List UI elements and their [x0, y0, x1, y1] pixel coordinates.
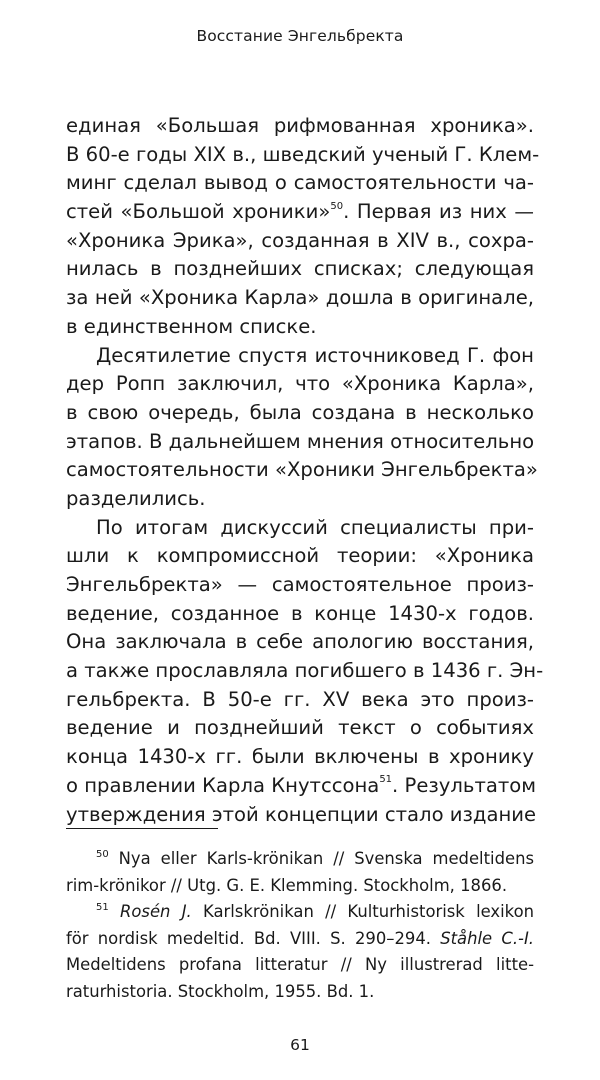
text-line: В 60-е годы XIX в., шведский ученый Г. Клем- — [66, 142, 540, 166]
text-line: утверждения этой концепции стало издание — [66, 802, 537, 826]
text-line: дер Ропп заключил, что «Хроника Карла», — [66, 372, 534, 396]
text-line: в единственном списке. — [66, 314, 317, 338]
footnote-separator — [66, 828, 218, 829]
footnote-author: Rosén J. — [120, 902, 192, 921]
text-line: гельбректа. В 50-е гг. XV века это произ- — [66, 687, 534, 711]
text-line: разделились. — [66, 486, 206, 510]
footnote-text: Karlskrönikan // Kulturhistorisk lexikon — [191, 902, 534, 921]
text-segment: стей «Большой хроники» — [66, 200, 331, 224]
text-segment: . Результатом — [392, 773, 537, 797]
body-text — [66, 112, 544, 829]
text-line: Десятилетие спустя источниковед Г. фон — [96, 343, 534, 367]
footnote-50-cont: rim-krönikor // Utg. G. E. Klemming. Stockholm, 1866. — [66, 875, 508, 895]
text-line: самостоятельности «Хроники Энгельбректа» — [66, 458, 538, 482]
text-line: ведение, созданное в конце 1430-х годов. — [66, 601, 534, 625]
running-header: Восстание Энгельбректа — [196, 27, 404, 45]
page-number: 61 — [290, 1036, 310, 1054]
text-line — [66, 772, 537, 801]
text-line: Она заключала в себе апологию восстания, — [66, 630, 534, 654]
text-line: ведение и позднейший текст о событиях — [66, 716, 534, 740]
footnote-number: 50 — [96, 848, 109, 860]
text-line: конца 1430-х гг. были включены в хронику — [66, 745, 534, 769]
text-line: а также прославляла погибшего в 1436 г. Эн- — [66, 659, 544, 683]
footnote-text: Nya eller Karls-krönikan // Svenska medeltidens — [108, 849, 534, 868]
footnote-50 — [66, 846, 534, 873]
footnote-number: 51 — [96, 901, 109, 913]
text-line: за ней «Хроника Карла» дошла в оригинале, — [66, 286, 534, 310]
text-line: шли к компромиссной теории: «Хроника — [66, 544, 534, 568]
text-line — [66, 198, 534, 227]
footnote-author: Ståhle C.-I. — [440, 928, 534, 948]
text-line: единая «Большая рифмованная хроника». — [66, 114, 534, 137]
footnote-ref-50[interactable]: 50 — [330, 200, 344, 212]
footnote-ref-51[interactable]: 51 — [379, 774, 393, 786]
text-line: нилась в позднейших списках; следующая — [66, 257, 534, 281]
footnote-51-cont: Medeltidens profana litteratur // Ny illustrerad litte- — [66, 955, 534, 974]
text-segment: о правлении Карла Кнутссона — [66, 773, 380, 797]
text-segment: . Первая из них — — [343, 200, 534, 224]
text-line: «Хроника Эрика», созданная в XIV в., сохра- — [66, 228, 534, 252]
footnotes — [66, 846, 534, 1005]
text-line: минг сделал вывод о самостоятельности ча- — [66, 171, 534, 195]
footnote-text: för nordisk medeltid. Bd. VIII. S. 290–294. — [66, 928, 441, 948]
footnote-51-cont: raturhistoria. Stockholm, 1955. Bd. 1. — [66, 981, 375, 1001]
footnote-51-cont — [66, 926, 534, 953]
text-line: Энгельбректа» — самостоятельное произ- — [66, 573, 534, 596]
text-line: этапов. В дальнейшем мнения относительно — [66, 429, 535, 453]
text-line: По итогам дискуссий специалисты при- — [96, 515, 534, 539]
footnote-51 — [66, 899, 534, 926]
text-line: в свою очередь, была создана в несколько — [66, 400, 534, 424]
